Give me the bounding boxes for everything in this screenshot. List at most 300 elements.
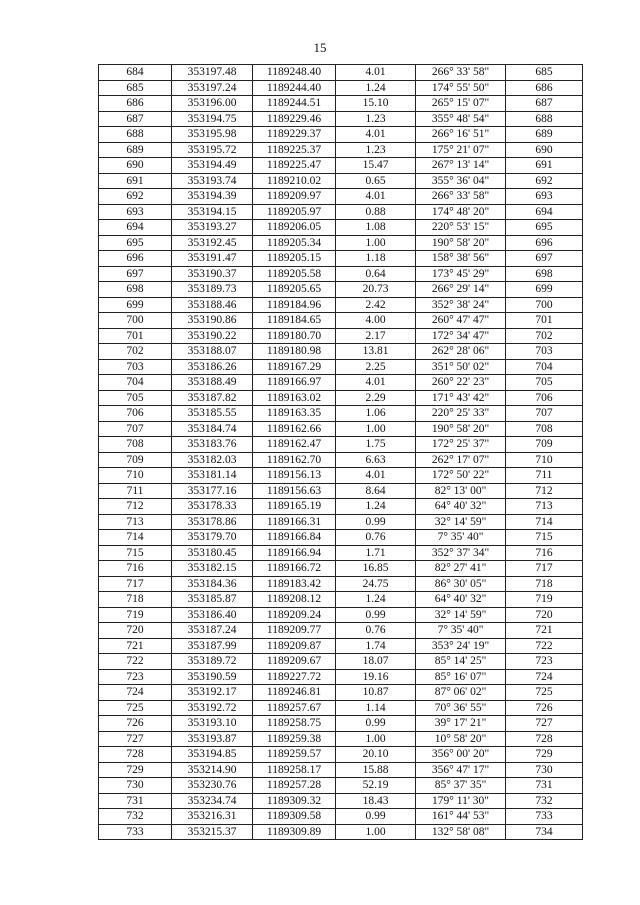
table-row bbox=[99, 607, 583, 623]
bearing-cell: 10° 58' 20" bbox=[416, 731, 506, 747]
x-coordinate-cell: 353188.49 bbox=[172, 375, 253, 391]
point-number-cell: 732 bbox=[99, 809, 172, 825]
y-coordinate-cell: 1189309.32 bbox=[253, 793, 336, 809]
bearing-cell: 352° 37' 34" bbox=[416, 545, 506, 561]
next-point-cell: 689 bbox=[506, 127, 583, 143]
bearing-cell: 267° 13' 14" bbox=[416, 158, 506, 174]
x-coordinate-cell: 353197.48 bbox=[172, 65, 253, 81]
y-coordinate-cell: 1189258.17 bbox=[253, 762, 336, 778]
table-row bbox=[99, 747, 583, 763]
x-coordinate-cell: 353190.86 bbox=[172, 313, 253, 329]
y-coordinate-cell: 1189210.02 bbox=[253, 173, 336, 189]
y-coordinate-cell: 1189209.97 bbox=[253, 189, 336, 205]
distance-cell: 1.75 bbox=[336, 437, 416, 453]
point-number-cell: 696 bbox=[99, 251, 172, 267]
x-coordinate-cell: 353234.74 bbox=[172, 793, 253, 809]
table-row bbox=[99, 344, 583, 360]
point-number-cell: 695 bbox=[99, 235, 172, 251]
distance-cell: 18.43 bbox=[336, 793, 416, 809]
x-coordinate-cell: 353194.85 bbox=[172, 747, 253, 763]
page-number: 15 bbox=[313, 40, 327, 55]
y-coordinate-cell: 1189162.47 bbox=[253, 437, 336, 453]
bearing-cell: 351° 50' 02" bbox=[416, 359, 506, 375]
next-point-cell: 717 bbox=[506, 561, 583, 577]
y-coordinate-cell: 1189205.15 bbox=[253, 251, 336, 267]
next-point-cell: 688 bbox=[506, 111, 583, 127]
table-row bbox=[99, 685, 583, 701]
bearing-cell: 64° 40' 32" bbox=[416, 592, 506, 608]
y-coordinate-cell: 1189258.75 bbox=[253, 716, 336, 732]
y-coordinate-cell: 1189205.58 bbox=[253, 266, 336, 282]
x-coordinate-cell: 353195.98 bbox=[172, 127, 253, 143]
point-number-cell: 685 bbox=[99, 80, 172, 96]
x-coordinate-cell: 353189.72 bbox=[172, 654, 253, 670]
point-number-cell: 688 bbox=[99, 127, 172, 143]
table-row bbox=[99, 235, 583, 251]
x-coordinate-cell: 353186.40 bbox=[172, 607, 253, 623]
x-coordinate-cell: 353215.37 bbox=[172, 824, 253, 840]
bearing-cell: 190° 58' 20" bbox=[416, 235, 506, 251]
y-coordinate-cell: 1189229.37 bbox=[253, 127, 336, 143]
next-point-cell: 731 bbox=[506, 778, 583, 794]
bearing-cell: 87° 06' 02" bbox=[416, 685, 506, 701]
y-coordinate-cell: 1189206.05 bbox=[253, 220, 336, 236]
x-coordinate-cell: 353194.75 bbox=[172, 111, 253, 127]
bearing-cell: 262° 17' 07" bbox=[416, 452, 506, 468]
next-point-cell: 730 bbox=[506, 762, 583, 778]
point-number-cell: 728 bbox=[99, 747, 172, 763]
next-point-cell: 716 bbox=[506, 545, 583, 561]
bearing-cell: 260° 22' 23" bbox=[416, 375, 506, 391]
x-coordinate-cell: 353195.72 bbox=[172, 142, 253, 158]
next-point-cell: 698 bbox=[506, 266, 583, 282]
bearing-cell: 70° 36' 55" bbox=[416, 700, 506, 716]
x-coordinate-cell: 353179.70 bbox=[172, 530, 253, 546]
bearing-cell: 266° 33' 58" bbox=[416, 65, 506, 81]
distance-cell: 0.64 bbox=[336, 266, 416, 282]
x-coordinate-cell: 353192.17 bbox=[172, 685, 253, 701]
next-point-cell: 696 bbox=[506, 235, 583, 251]
table-row bbox=[99, 189, 583, 205]
point-number-cell: 733 bbox=[99, 824, 172, 840]
x-coordinate-cell: 353184.36 bbox=[172, 576, 253, 592]
point-number-cell: 709 bbox=[99, 452, 172, 468]
y-coordinate-cell: 1189259.38 bbox=[253, 731, 336, 747]
distance-cell: 18.07 bbox=[336, 654, 416, 670]
next-point-cell: 702 bbox=[506, 328, 583, 344]
y-coordinate-cell: 1189257.67 bbox=[253, 700, 336, 716]
table-row bbox=[99, 700, 583, 716]
point-number-cell: 691 bbox=[99, 173, 172, 189]
point-number-cell: 699 bbox=[99, 297, 172, 313]
table-row bbox=[99, 65, 583, 81]
table-row bbox=[99, 266, 583, 282]
next-point-cell: 703 bbox=[506, 344, 583, 360]
y-coordinate-cell: 1189166.84 bbox=[253, 530, 336, 546]
y-coordinate-cell: 1189166.97 bbox=[253, 375, 336, 391]
next-point-cell: 708 bbox=[506, 421, 583, 437]
bearing-cell: 266° 29' 14" bbox=[416, 282, 506, 298]
point-number-cell: 698 bbox=[99, 282, 172, 298]
bearing-cell: 172° 34' 47" bbox=[416, 328, 506, 344]
bearing-cell: 85° 16' 07" bbox=[416, 669, 506, 685]
table-row bbox=[99, 313, 583, 329]
table-row bbox=[99, 173, 583, 189]
y-coordinate-cell: 1189166.72 bbox=[253, 561, 336, 577]
point-number-cell: 727 bbox=[99, 731, 172, 747]
y-coordinate-cell: 1189180.98 bbox=[253, 344, 336, 360]
distance-cell: 15.88 bbox=[336, 762, 416, 778]
table-row bbox=[99, 96, 583, 112]
distance-cell: 0.65 bbox=[336, 173, 416, 189]
bearing-cell: 266° 16' 51" bbox=[416, 127, 506, 143]
distance-cell: 0.99 bbox=[336, 716, 416, 732]
y-coordinate-cell: 1189162.66 bbox=[253, 421, 336, 437]
y-coordinate-cell: 1189183.42 bbox=[253, 576, 336, 592]
x-coordinate-cell: 353188.46 bbox=[172, 297, 253, 313]
point-number-cell: 717 bbox=[99, 576, 172, 592]
next-point-cell: 726 bbox=[506, 700, 583, 716]
x-coordinate-cell: 353190.37 bbox=[172, 266, 253, 282]
point-number-cell: 690 bbox=[99, 158, 172, 174]
point-number-cell: 701 bbox=[99, 328, 172, 344]
y-coordinate-cell: 1189259.57 bbox=[253, 747, 336, 763]
point-number-cell: 693 bbox=[99, 204, 172, 220]
y-coordinate-cell: 1189309.58 bbox=[253, 809, 336, 825]
next-point-cell: 715 bbox=[506, 530, 583, 546]
distance-cell: 2.17 bbox=[336, 328, 416, 344]
point-number-cell: 711 bbox=[99, 483, 172, 499]
next-point-cell: 686 bbox=[506, 80, 583, 96]
distance-cell: 1.23 bbox=[336, 111, 416, 127]
next-point-cell: 690 bbox=[506, 142, 583, 158]
y-coordinate-cell: 1189244.40 bbox=[253, 80, 336, 96]
x-coordinate-cell: 353193.74 bbox=[172, 173, 253, 189]
y-coordinate-cell: 1189208.12 bbox=[253, 592, 336, 608]
x-coordinate-cell: 353194.39 bbox=[172, 189, 253, 205]
distance-cell: 4.01 bbox=[336, 127, 416, 143]
next-point-cell: 732 bbox=[506, 793, 583, 809]
x-coordinate-cell: 353187.99 bbox=[172, 638, 253, 654]
table-row bbox=[99, 530, 583, 546]
bearing-cell: 39° 17' 21" bbox=[416, 716, 506, 732]
next-point-cell: 699 bbox=[506, 282, 583, 298]
table-row bbox=[99, 375, 583, 391]
y-coordinate-cell: 1189167.29 bbox=[253, 359, 336, 375]
x-coordinate-cell: 353194.49 bbox=[172, 158, 253, 174]
x-coordinate-cell: 353197.24 bbox=[172, 80, 253, 96]
table-row bbox=[99, 468, 583, 484]
x-coordinate-cell: 353181.14 bbox=[172, 468, 253, 484]
point-number-cell: 704 bbox=[99, 375, 172, 391]
y-coordinate-cell: 1189184.65 bbox=[253, 313, 336, 329]
point-number-cell: 692 bbox=[99, 189, 172, 205]
table-row bbox=[99, 499, 583, 515]
y-coordinate-cell: 1189180.70 bbox=[253, 328, 336, 344]
next-point-cell: 729 bbox=[506, 747, 583, 763]
point-number-cell: 721 bbox=[99, 638, 172, 654]
bearing-cell: 174° 48' 20" bbox=[416, 204, 506, 220]
next-point-cell: 719 bbox=[506, 592, 583, 608]
x-coordinate-cell: 353178.86 bbox=[172, 514, 253, 530]
table-row bbox=[99, 452, 583, 468]
y-coordinate-cell: 1189257.28 bbox=[253, 778, 336, 794]
x-coordinate-cell: 353186.26 bbox=[172, 359, 253, 375]
y-coordinate-cell: 1189166.31 bbox=[253, 514, 336, 530]
table-row bbox=[99, 778, 583, 794]
point-number-cell: 705 bbox=[99, 390, 172, 406]
bearing-cell: 132° 58' 08" bbox=[416, 824, 506, 840]
point-number-cell: 702 bbox=[99, 344, 172, 360]
next-point-cell: 725 bbox=[506, 685, 583, 701]
table-row bbox=[99, 421, 583, 437]
x-coordinate-cell: 353185.87 bbox=[172, 592, 253, 608]
distance-cell: 4.01 bbox=[336, 375, 416, 391]
point-number-cell: 730 bbox=[99, 778, 172, 794]
next-point-cell: 713 bbox=[506, 499, 583, 515]
bearing-cell: 265° 15' 07" bbox=[416, 96, 506, 112]
y-coordinate-cell: 1189205.97 bbox=[253, 204, 336, 220]
distance-cell: 1.18 bbox=[336, 251, 416, 267]
distance-cell: 20.10 bbox=[336, 747, 416, 763]
next-point-cell: 734 bbox=[506, 824, 583, 840]
y-coordinate-cell: 1189209.87 bbox=[253, 638, 336, 654]
distance-cell: 24.75 bbox=[336, 576, 416, 592]
point-number-cell: 700 bbox=[99, 313, 172, 329]
x-coordinate-cell: 353190.59 bbox=[172, 669, 253, 685]
distance-cell: 0.76 bbox=[336, 623, 416, 639]
table-row bbox=[99, 762, 583, 778]
distance-cell: 1.00 bbox=[336, 824, 416, 840]
y-coordinate-cell: 1189225.37 bbox=[253, 142, 336, 158]
distance-cell: 0.76 bbox=[336, 530, 416, 546]
distance-cell: 1.08 bbox=[336, 220, 416, 236]
bearing-cell: 161° 44' 53" bbox=[416, 809, 506, 825]
x-coordinate-cell: 353177.16 bbox=[172, 483, 253, 499]
next-point-cell: 714 bbox=[506, 514, 583, 530]
x-coordinate-cell: 353193.10 bbox=[172, 716, 253, 732]
distance-cell: 1.24 bbox=[336, 80, 416, 96]
table-row bbox=[99, 251, 583, 267]
bearing-cell: 172° 25' 37" bbox=[416, 437, 506, 453]
point-number-cell: 731 bbox=[99, 793, 172, 809]
point-number-cell: 729 bbox=[99, 762, 172, 778]
next-point-cell: 718 bbox=[506, 576, 583, 592]
next-point-cell: 720 bbox=[506, 607, 583, 623]
x-coordinate-cell: 353230.76 bbox=[172, 778, 253, 794]
point-number-cell: 707 bbox=[99, 421, 172, 437]
distance-cell: 19.16 bbox=[336, 669, 416, 685]
y-coordinate-cell: 1189205.65 bbox=[253, 282, 336, 298]
bearing-cell: 85° 14' 25" bbox=[416, 654, 506, 670]
y-coordinate-cell: 1189225.47 bbox=[253, 158, 336, 174]
point-number-cell: 703 bbox=[99, 359, 172, 375]
next-point-cell: 685 bbox=[506, 65, 583, 81]
bearing-cell: 220° 53' 15" bbox=[416, 220, 506, 236]
next-point-cell: 724 bbox=[506, 669, 583, 685]
y-coordinate-cell: 1189184.96 bbox=[253, 297, 336, 313]
x-coordinate-cell: 353184.74 bbox=[172, 421, 253, 437]
table-row bbox=[99, 514, 583, 530]
point-number-cell: 708 bbox=[99, 437, 172, 453]
distance-cell: 1.24 bbox=[336, 499, 416, 515]
point-number-cell: 687 bbox=[99, 111, 172, 127]
bearing-cell: 179° 11' 30" bbox=[416, 793, 506, 809]
bearing-cell: 32° 14' 59" bbox=[416, 607, 506, 623]
distance-cell: 4.00 bbox=[336, 313, 416, 329]
table-row bbox=[99, 623, 583, 639]
table-row bbox=[99, 158, 583, 174]
point-number-cell: 686 bbox=[99, 96, 172, 112]
x-coordinate-cell: 353188.07 bbox=[172, 344, 253, 360]
table-row bbox=[99, 359, 583, 375]
distance-cell: 13.81 bbox=[336, 344, 416, 360]
x-coordinate-cell: 353187.24 bbox=[172, 623, 253, 639]
coordinates-table-body bbox=[99, 65, 583, 840]
distance-cell: 4.01 bbox=[336, 468, 416, 484]
distance-cell: 1.23 bbox=[336, 142, 416, 158]
next-point-cell: 722 bbox=[506, 638, 583, 654]
y-coordinate-cell: 1189309.89 bbox=[253, 824, 336, 840]
next-point-cell: 733 bbox=[506, 809, 583, 825]
bearing-cell: 171° 43' 42" bbox=[416, 390, 506, 406]
bearing-cell: 85° 37' 35" bbox=[416, 778, 506, 794]
point-number-cell: 684 bbox=[99, 65, 172, 81]
table-row bbox=[99, 328, 583, 344]
bearing-cell: 175° 21' 07" bbox=[416, 142, 506, 158]
point-number-cell: 715 bbox=[99, 545, 172, 561]
next-point-cell: 709 bbox=[506, 437, 583, 453]
point-number-cell: 714 bbox=[99, 530, 172, 546]
bearing-cell: 262° 28' 06" bbox=[416, 344, 506, 360]
bearing-cell: 86° 30' 05" bbox=[416, 576, 506, 592]
next-point-cell: 727 bbox=[506, 716, 583, 732]
x-coordinate-cell: 353193.27 bbox=[172, 220, 253, 236]
table-row bbox=[99, 80, 583, 96]
x-coordinate-cell: 353182.03 bbox=[172, 452, 253, 468]
next-point-cell: 705 bbox=[506, 375, 583, 391]
y-coordinate-cell: 1189209.24 bbox=[253, 607, 336, 623]
table-row bbox=[99, 638, 583, 654]
next-point-cell: 692 bbox=[506, 173, 583, 189]
next-point-cell: 694 bbox=[506, 204, 583, 220]
distance-cell: 1.06 bbox=[336, 406, 416, 422]
point-number-cell: 720 bbox=[99, 623, 172, 639]
table-row bbox=[99, 111, 583, 127]
x-coordinate-cell: 353192.45 bbox=[172, 235, 253, 251]
distance-cell: 4.01 bbox=[336, 65, 416, 81]
next-point-cell: 700 bbox=[506, 297, 583, 313]
x-coordinate-cell: 353180.45 bbox=[172, 545, 253, 561]
bearing-cell: 173° 45' 29" bbox=[416, 266, 506, 282]
point-number-cell: 725 bbox=[99, 700, 172, 716]
distance-cell: 0.99 bbox=[336, 809, 416, 825]
table-row bbox=[99, 437, 583, 453]
x-coordinate-cell: 353191.47 bbox=[172, 251, 253, 267]
distance-cell: 2.29 bbox=[336, 390, 416, 406]
distance-cell: 4.01 bbox=[336, 189, 416, 205]
distance-cell: 1.14 bbox=[336, 700, 416, 716]
x-coordinate-cell: 353193.87 bbox=[172, 731, 253, 747]
distance-cell: 6.63 bbox=[336, 452, 416, 468]
bearing-cell: 355° 48' 54" bbox=[416, 111, 506, 127]
bearing-cell: 190° 58' 20" bbox=[416, 421, 506, 437]
distance-cell: 10.87 bbox=[336, 685, 416, 701]
distance-cell: 8.64 bbox=[336, 483, 416, 499]
table-row bbox=[99, 809, 583, 825]
point-number-cell: 689 bbox=[99, 142, 172, 158]
table-row bbox=[99, 731, 583, 747]
y-coordinate-cell: 1189156.63 bbox=[253, 483, 336, 499]
distance-cell: 0.99 bbox=[336, 607, 416, 623]
next-point-cell: 723 bbox=[506, 654, 583, 670]
table-row bbox=[99, 576, 583, 592]
bearing-cell: 260° 47' 47" bbox=[416, 313, 506, 329]
table-row bbox=[99, 824, 583, 840]
next-point-cell: 711 bbox=[506, 468, 583, 484]
table-row bbox=[99, 654, 583, 670]
table-row bbox=[99, 282, 583, 298]
distance-cell: 20.73 bbox=[336, 282, 416, 298]
point-number-cell: 712 bbox=[99, 499, 172, 515]
point-number-cell: 713 bbox=[99, 514, 172, 530]
distance-cell: 2.42 bbox=[336, 297, 416, 313]
x-coordinate-cell: 353183.76 bbox=[172, 437, 253, 453]
point-number-cell: 719 bbox=[99, 607, 172, 623]
bearing-cell: 353° 24' 19" bbox=[416, 638, 506, 654]
distance-cell: 0.88 bbox=[336, 204, 416, 220]
next-point-cell: 697 bbox=[506, 251, 583, 267]
y-coordinate-cell: 1189227.72 bbox=[253, 669, 336, 685]
table-row bbox=[99, 390, 583, 406]
bearing-cell: 266° 33' 58" bbox=[416, 189, 506, 205]
x-coordinate-cell: 353214.90 bbox=[172, 762, 253, 778]
point-number-cell: 706 bbox=[99, 406, 172, 422]
next-point-cell: 687 bbox=[506, 96, 583, 112]
x-coordinate-cell: 353189.73 bbox=[172, 282, 253, 298]
table-row bbox=[99, 297, 583, 313]
table-row bbox=[99, 716, 583, 732]
next-point-cell: 728 bbox=[506, 731, 583, 747]
point-number-cell: 722 bbox=[99, 654, 172, 670]
y-coordinate-cell: 1189229.46 bbox=[253, 111, 336, 127]
point-number-cell: 724 bbox=[99, 685, 172, 701]
x-coordinate-cell: 353194.15 bbox=[172, 204, 253, 220]
distance-cell: 1.24 bbox=[336, 592, 416, 608]
bearing-cell: 82° 13' 00" bbox=[416, 483, 506, 499]
table-row bbox=[99, 793, 583, 809]
table-row bbox=[99, 483, 583, 499]
distance-cell: 1.74 bbox=[336, 638, 416, 654]
x-coordinate-cell: 353216.31 bbox=[172, 809, 253, 825]
x-coordinate-cell: 353187.82 bbox=[172, 390, 253, 406]
bearing-cell: 174° 55' 50" bbox=[416, 80, 506, 96]
next-point-cell: 691 bbox=[506, 158, 583, 174]
next-point-cell: 707 bbox=[506, 406, 583, 422]
y-coordinate-cell: 1189209.67 bbox=[253, 654, 336, 670]
bearing-cell: 158° 38' 56" bbox=[416, 251, 506, 267]
point-number-cell: 694 bbox=[99, 220, 172, 236]
next-point-cell: 701 bbox=[506, 313, 583, 329]
table-row bbox=[99, 406, 583, 422]
table-row bbox=[99, 592, 583, 608]
table-row bbox=[99, 561, 583, 577]
y-coordinate-cell: 1189163.35 bbox=[253, 406, 336, 422]
x-coordinate-cell: 353182.15 bbox=[172, 561, 253, 577]
y-coordinate-cell: 1189165.19 bbox=[253, 499, 336, 515]
point-number-cell: 723 bbox=[99, 669, 172, 685]
next-point-cell: 693 bbox=[506, 189, 583, 205]
